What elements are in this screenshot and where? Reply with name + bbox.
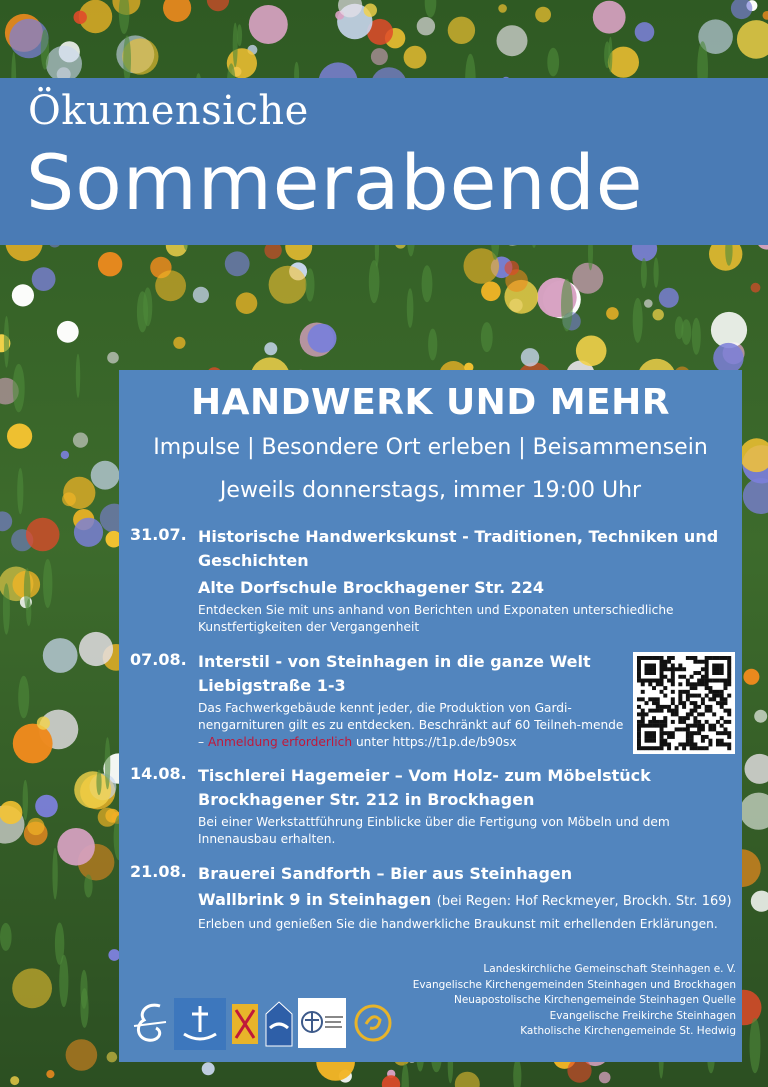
title-heading: Sommerabende [26,138,644,227]
event-title: Brauerei Sandforth – Bier aus Steinhagen [198,864,573,883]
event-date: 31.07. [130,525,187,544]
organizer-name: Evangelische Freikirche Steinhagen [549,1009,736,1022]
event-location: Wallbrink 9 in Steinhagen (bei Regen: Hof Reckmeyer, Brockh. Str. 169) [198,890,732,909]
qr-code-icon[interactable] [633,652,735,754]
registration-required-text: Anmeldung erforderlich [207,735,353,749]
event-description: Das Fachwerkgebäude kennt jeder, die Produktion von Gardi-nengarnituren gilt es zu entdecken. Beschränkt auf 60 Teilneh-mende – Anmeldung erforderlich unter https://t1p.de/b90sx [198,701,624,749]
organizer-name: Neuapostolische Kirchengemeinde Steinhagen Quelle [453,994,736,1006]
christian-logo-icon [230,998,260,1050]
organizer-name: Katholische Kirchengemeinde St. Hedwig [520,1025,736,1037]
event-date: 07.08. [130,650,187,669]
event-title: Tischlerei Hagemeier – Vom Holz- zum Möbelstück [198,766,651,785]
event-date: 14.08. [130,764,187,783]
organizer-name: Evangelische Kirchengemeinden Steinhagen und Brockhagen [412,978,736,991]
community-logo-icon [130,998,170,1050]
evangelische-freikirche-logo-icon [298,998,346,1048]
event-date: 21.08. [130,862,187,881]
catholic-logo-icon [352,998,394,1048]
event-location: Liebigstraße 1-3 [198,676,346,695]
event-description: Entdecken Sie mit uns anhand von Berichten und Exponaten unterschiedliche Kunstfertigkeiten der Vergangenheit [198,603,674,634]
event-location-note: (bei Regen: Hof Reckmeyer, Brockh. Str. 169) [436,894,732,909]
handshake-logo-icon [264,998,294,1050]
event-location: Alte Dorfschule Brockhagener Str. 224 [198,578,544,597]
panel-schedule: Jeweils donnerstags, immer 19:00 Uhr [219,478,642,503]
event-description: Bei einer Werkstattführung Einblicke über die Fertigung von Möbeln und dem Innenausbau erhalten. [198,815,670,846]
organizers-list [413,962,736,1040]
event-location: Brockhagener Str. 212 in Brockhagen [198,790,535,809]
title-subheading: Ökumensiche [28,88,309,134]
panel-headline: HANDWERK UND MEHR [191,382,670,423]
event-title: Historische Handwerkskunst - Traditionen, Techniken und Geschichten [198,527,719,570]
event-title: Interstil - von Steinhagen in die ganze Welt [198,652,591,671]
neuapostolic-logo-icon [174,998,226,1050]
organizer-name: Landeskirchliche Gemeinschaft Steinhagen e. V. [483,963,736,975]
event-description: Erleben und genießen Sie die handwerkliche Braukunst mit erhellenden Erklärungen. [198,917,718,931]
panel-subline: Impulse | Besondere Ort erleben | Beisammensein [153,435,708,460]
